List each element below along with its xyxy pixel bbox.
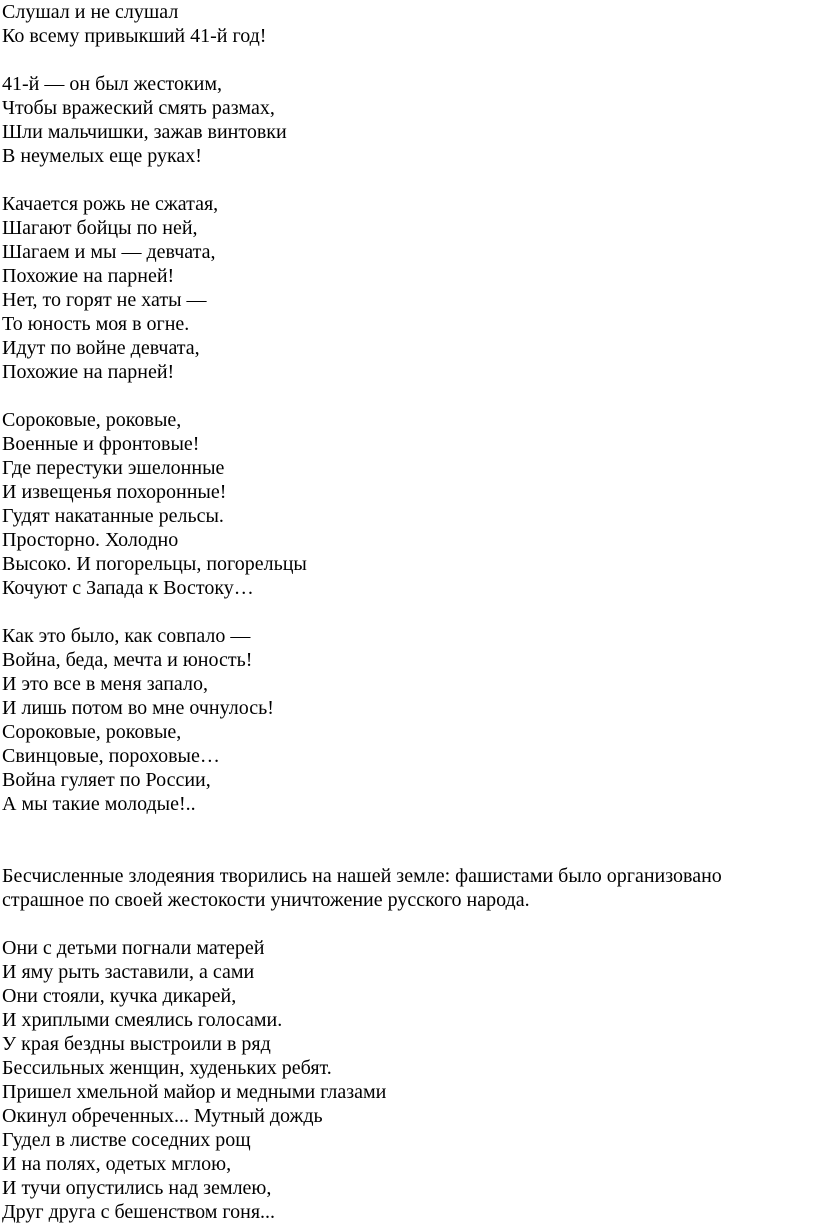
poem-line: Шагаем и мы — девчата, (2, 241, 216, 263)
poem-line: У края бездны выстроили в ряд (2, 1033, 271, 1055)
document-page (2, 0, 814, 1224)
poem-line: 41-й — он был жестоким, (2, 73, 223, 95)
poem-line: И на полях, одетых мглою, (2, 1153, 232, 1175)
poem-line: Они стояли, кучка дикарей, (2, 985, 237, 1007)
poem-line: Похожие на парней! (2, 361, 175, 383)
poem-stanza-5 (2, 624, 814, 816)
poem-line: И лишь потом во мне очнулось! (2, 697, 274, 719)
poem-line: Бессильных женщин, худеньких ребят. (2, 1057, 332, 1079)
prose-line: страшное по своей жестокости уничтожение русского народа. (2, 889, 530, 911)
stanza-gap (2, 912, 814, 936)
prose-line: Бесчисленные злодеяния творились на нашей земле: фашистами было организовано (2, 865, 722, 887)
poem-line: И тучи опустились над землею, (2, 1177, 272, 1199)
poem-line: Слушал и не слушал (2, 1, 179, 23)
poem-stanza-4 (2, 408, 814, 600)
poem-line: И яму рыть заставили, а сами (2, 961, 255, 983)
poem-line: В неумелых еще руках! (2, 145, 202, 167)
poem-line: И хриплыми смеялись голосами. (2, 1009, 283, 1031)
poem-line: Шли мальчишки, зажав винтовки (2, 121, 287, 143)
poem-line: Они с детьми погнали матерей (2, 937, 265, 959)
poem-line: Как это было, как совпало — (2, 625, 251, 647)
poem-line: Идут по войне девчата, (2, 337, 200, 359)
prose-paragraph (2, 864, 814, 912)
poem-line: Просторно. Холодно (2, 529, 179, 551)
poem-line: Гудят накатанные рельсы. (2, 505, 224, 527)
stanza-gap (2, 384, 814, 408)
poem-line: Война, беда, мечта и юность! (2, 649, 253, 671)
poem-line: А мы такие молодые!.. (2, 793, 196, 815)
poem-line: Похожие на парней! (2, 265, 175, 287)
poem-line: То юность моя в огне. (2, 313, 190, 335)
poem-line: Шагают бойцы по ней, (2, 217, 198, 239)
poem-line: Гудел в листве соседних рощ (2, 1129, 251, 1151)
poem-line: Пришел хмельной майор и медными глазами (2, 1081, 387, 1103)
poem-line: Качается рожь не сжатая, (2, 193, 219, 215)
poem-line: Свинцовые, пороховые… (2, 745, 220, 767)
poem-line: Высоко. И погорельцы, погорельцы (2, 553, 307, 575)
stanza-gap (2, 600, 814, 624)
poem-line: Нет, то горят не хаты — (2, 289, 207, 311)
poem-line: Война гуляет по России, (2, 769, 211, 791)
poem-line: Сороковые, роковые, (2, 721, 182, 743)
poem-line: Друг друга с бешенством гоня... (2, 1201, 276, 1223)
poem-line: Кочуют с Запада к Востоку… (2, 577, 254, 599)
poem-line: Ко всему привыкший 41-й год! (2, 25, 267, 47)
stanza-gap (2, 168, 814, 192)
poem-line: Военные и фронтовые! (2, 433, 200, 455)
poem-line: Чтобы вражеский смять размах, (2, 97, 275, 119)
stanza-gap (2, 48, 814, 72)
poem-line: Сороковые, роковые, (2, 409, 182, 431)
poem-line: И это все в меня запало, (2, 673, 208, 695)
poem-stanza-2 (2, 72, 814, 168)
poem-2 (2, 936, 814, 1224)
poem-stanza-1 (2, 0, 814, 48)
poem-line: Где перестуки эшелонные (2, 457, 225, 479)
poem-line: И извещенья похоронные! (2, 481, 227, 503)
poem-stanza-3 (2, 192, 814, 384)
section-gap (2, 816, 814, 864)
poem-line: Окинул обреченных... Мутный дождь (2, 1105, 323, 1127)
